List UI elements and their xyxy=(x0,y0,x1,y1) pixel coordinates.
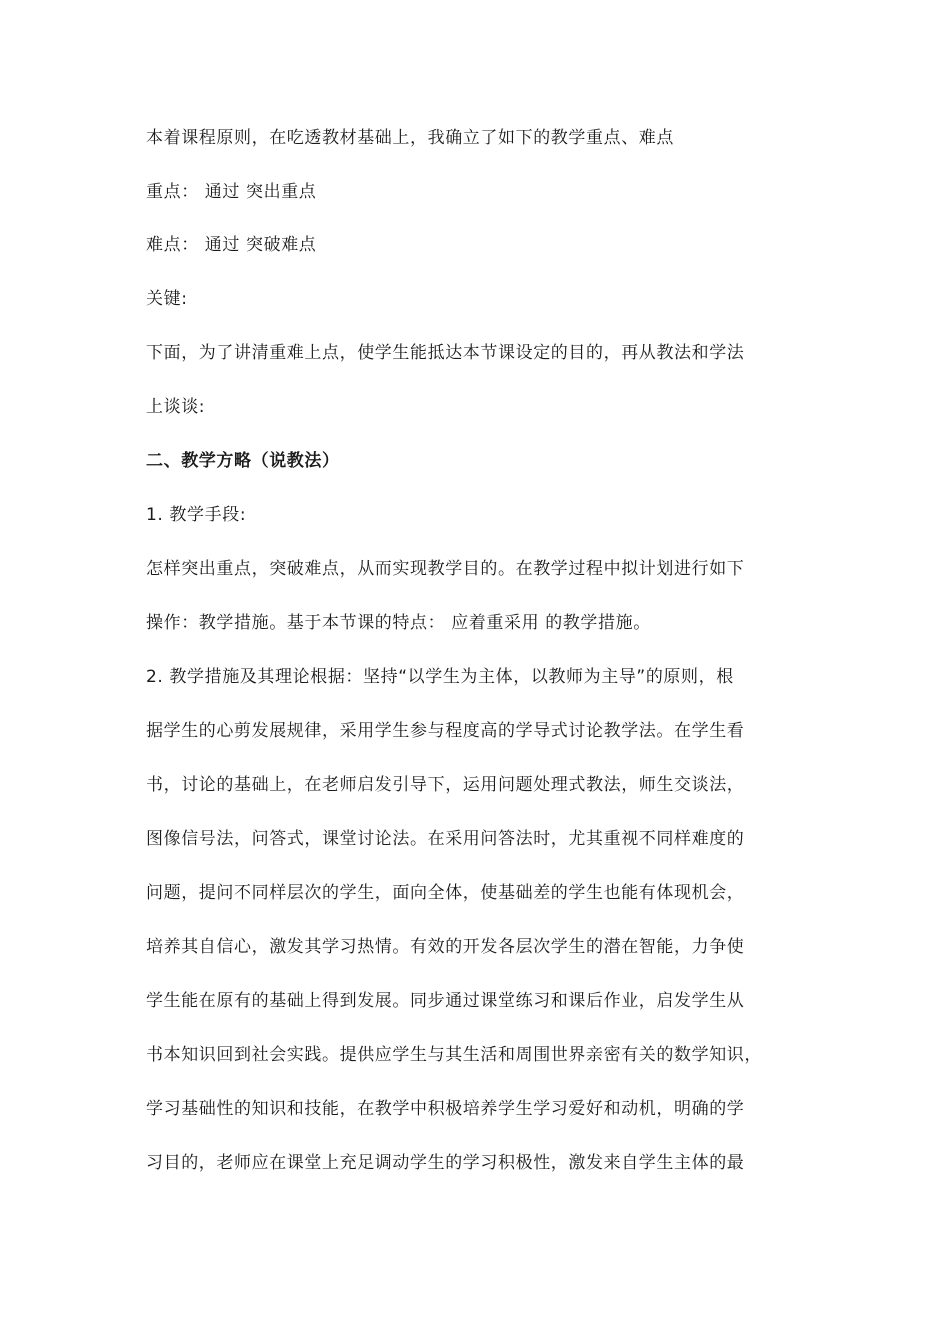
section-heading-teaching-strategy: 二、教学方略（说教法） xyxy=(146,451,340,471)
difficult-point-line: 难点： 通过 突破难点 xyxy=(146,235,317,255)
paragraph-text: 怎样突出重点，突破难点，从而实现教学目的。在教学过程中拟计划进行如下 xyxy=(146,559,745,579)
subheading-teaching-means: 1. 教学手段: xyxy=(146,505,247,525)
paragraph-text: 操作：教学措施。基于本节课的特点： 应着重采用 的教学措施。 xyxy=(146,613,651,633)
paragraph-text: 图像信号法，问答式，课堂讨论法。在采用问答法时，尤其重视不同样难度的 xyxy=(146,829,745,849)
paragraph-text: 书本知识回到社会实践。提供应学生与其生活和周围世界亲密有关的数学知识， xyxy=(146,1045,762,1065)
paragraph-transition-cont: 上谈谈: xyxy=(146,397,206,417)
paragraph-text: 问题，提问不同样层次的学生，面向全体，使基础差的学生也能有体现机会， xyxy=(146,883,745,903)
paragraph-text: 学习基础性的知识和技能，在教学中积极培养学生学习爱好和动机，明确的学 xyxy=(146,1099,745,1119)
paragraph-key-points-intro: 本着课程原则，在吃透教材基础上，我确立了如下的教学重点、难点 xyxy=(146,128,674,148)
paragraph-text: 据学生的心剪发展规律，采用学生参与程度高的学导式讨论教学法。在学生看 xyxy=(146,721,745,741)
paragraph-text: 习目的，老师应在课堂上充足调动学生的学习积极性，激发来自学生主体的最 xyxy=(146,1153,745,1173)
subheading-teaching-measures: 2. 教学措施及其理论根据：坚持“以学生为主体，以教师为主导”的原则，根 xyxy=(146,667,734,687)
paragraph-text: 培养其自信心，激发其学习热情。有效的开发各层次学生的潜在智能，力争使 xyxy=(146,937,745,957)
key-line: 关键: xyxy=(146,289,188,309)
key-point-line: 重点： 通过 突出重点 xyxy=(146,182,317,202)
paragraph-transition: 下面，为了讲清重难上点，使学生能抵达本节课设定的目的，再从教法和学法 xyxy=(146,343,745,363)
paragraph-text: 书，讨论的基础上，在老师启发引导下，运用问题处理式教法，师生交谈法， xyxy=(146,775,745,795)
paragraph-text: 学生能在原有的基础上得到发展。同步通过课堂练习和课后作业，启发学生从 xyxy=(146,991,745,1011)
